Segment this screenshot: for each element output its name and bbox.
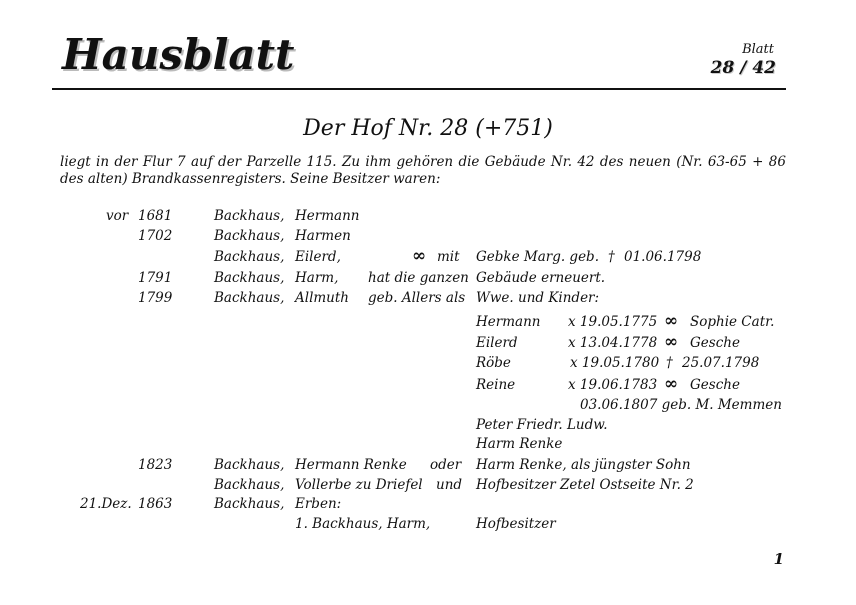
row4-surname: Backhaus,	[214, 270, 285, 286]
row3-surname: Backhaus,	[214, 249, 285, 265]
blatt-label: Blatt	[742, 42, 774, 57]
child-spouse: Gesche	[690, 335, 740, 351]
row5-note: geb. Allers als	[368, 290, 466, 306]
header-rule	[52, 88, 786, 90]
row8-given: Erben:	[295, 496, 342, 512]
row8-prefix: 21.Dez.	[80, 496, 132, 512]
child-name: Röbe	[476, 355, 511, 371]
row6-note: oder	[430, 457, 462, 473]
row1-surname: Backhaus,	[214, 208, 285, 224]
child-birth: x 19.05.1775	[568, 314, 658, 330]
death-icon: †	[608, 249, 615, 265]
row6-surname: Backhaus,	[214, 457, 285, 473]
child-harm-renke: Harm Renke	[476, 436, 563, 452]
row5-right: Wwe. und Kinder:	[476, 290, 600, 306]
row5-given: Allmuth	[295, 290, 349, 306]
row1-given: Hermann	[295, 208, 360, 224]
row7-right: Hofbesitzer Zetel Ostseite Nr. 2	[476, 477, 694, 493]
row2-surname: Backhaus,	[214, 228, 285, 244]
child-birth: x 19.06.1783	[568, 377, 658, 393]
row4-year: 1791	[138, 270, 173, 286]
row1-year: 1681	[138, 208, 173, 224]
marriage-icon: ∞	[412, 246, 427, 266]
row3-given: Eilerd,	[295, 249, 341, 265]
marriage-icon: ∞	[664, 374, 679, 394]
row7-given: Vollerbe zu Driefel	[295, 477, 423, 493]
row1-prefix: vor	[106, 208, 129, 224]
child-birth: x 19.05.1780	[570, 355, 660, 371]
row4-note: hat die ganzen	[368, 270, 469, 286]
row7-note: und	[436, 477, 463, 493]
child-death: 25.07.1798	[682, 355, 760, 371]
row9-right: Hofbesitzer	[476, 516, 556, 532]
row4-given: Harm,	[295, 270, 339, 286]
page-number: 1	[773, 550, 784, 568]
child-name: Hermann	[476, 314, 541, 330]
marriage-icon: ∞	[664, 332, 679, 352]
blatt-number: 28 / 42	[710, 58, 776, 78]
row5-year: 1799	[138, 290, 173, 306]
row4-right: Gebäude erneuert.	[476, 270, 606, 286]
reine-marriage-detail: 03.06.1807 geb. M. Memmen	[580, 397, 782, 413]
row3-mit: mit	[437, 249, 460, 265]
row5-surname: Backhaus,	[214, 290, 285, 306]
row6-year: 1823	[138, 457, 173, 473]
row2-given: Harmen	[295, 228, 351, 244]
row2-year: 1702	[138, 228, 173, 244]
row8-year: 1863	[138, 496, 173, 512]
intro-paragraph: liegt in der Flur 7 auf der Parzelle 115. Zu ihm gehören die Gebäude Nr. 42 des neuen (Nr. 63-65 + 86 des alten) Brandkassenregisters. Seine Besitzer waren:	[60, 154, 786, 187]
row9-item: 1. Backhaus, Harm,	[295, 516, 431, 532]
row6-right: Harm Renke, als jüngster Sohn	[476, 457, 691, 473]
row3-spouse: Gebke Marg. geb.	[476, 249, 599, 265]
page-title: Hausblatt	[62, 30, 295, 79]
row8-surname: Backhaus,	[214, 496, 285, 512]
child-name: Eilerd	[476, 335, 518, 351]
death-icon: †	[666, 355, 673, 371]
marriage-icon: ∞	[664, 311, 679, 331]
row3-death: 01.06.1798	[624, 249, 702, 265]
row6-given: Hermann Renke	[295, 457, 407, 473]
child-spouse: Gesche	[690, 377, 740, 393]
section-heading: Der Hof Nr. 28 (+751)	[303, 116, 553, 141]
child-peter: Peter Friedr. Ludw.	[476, 417, 608, 433]
row7-surname: Backhaus,	[214, 477, 285, 493]
child-name: Reine	[476, 377, 516, 393]
child-spouse: Sophie Catr.	[690, 314, 775, 330]
child-birth: x 13.04.1778	[568, 335, 658, 351]
